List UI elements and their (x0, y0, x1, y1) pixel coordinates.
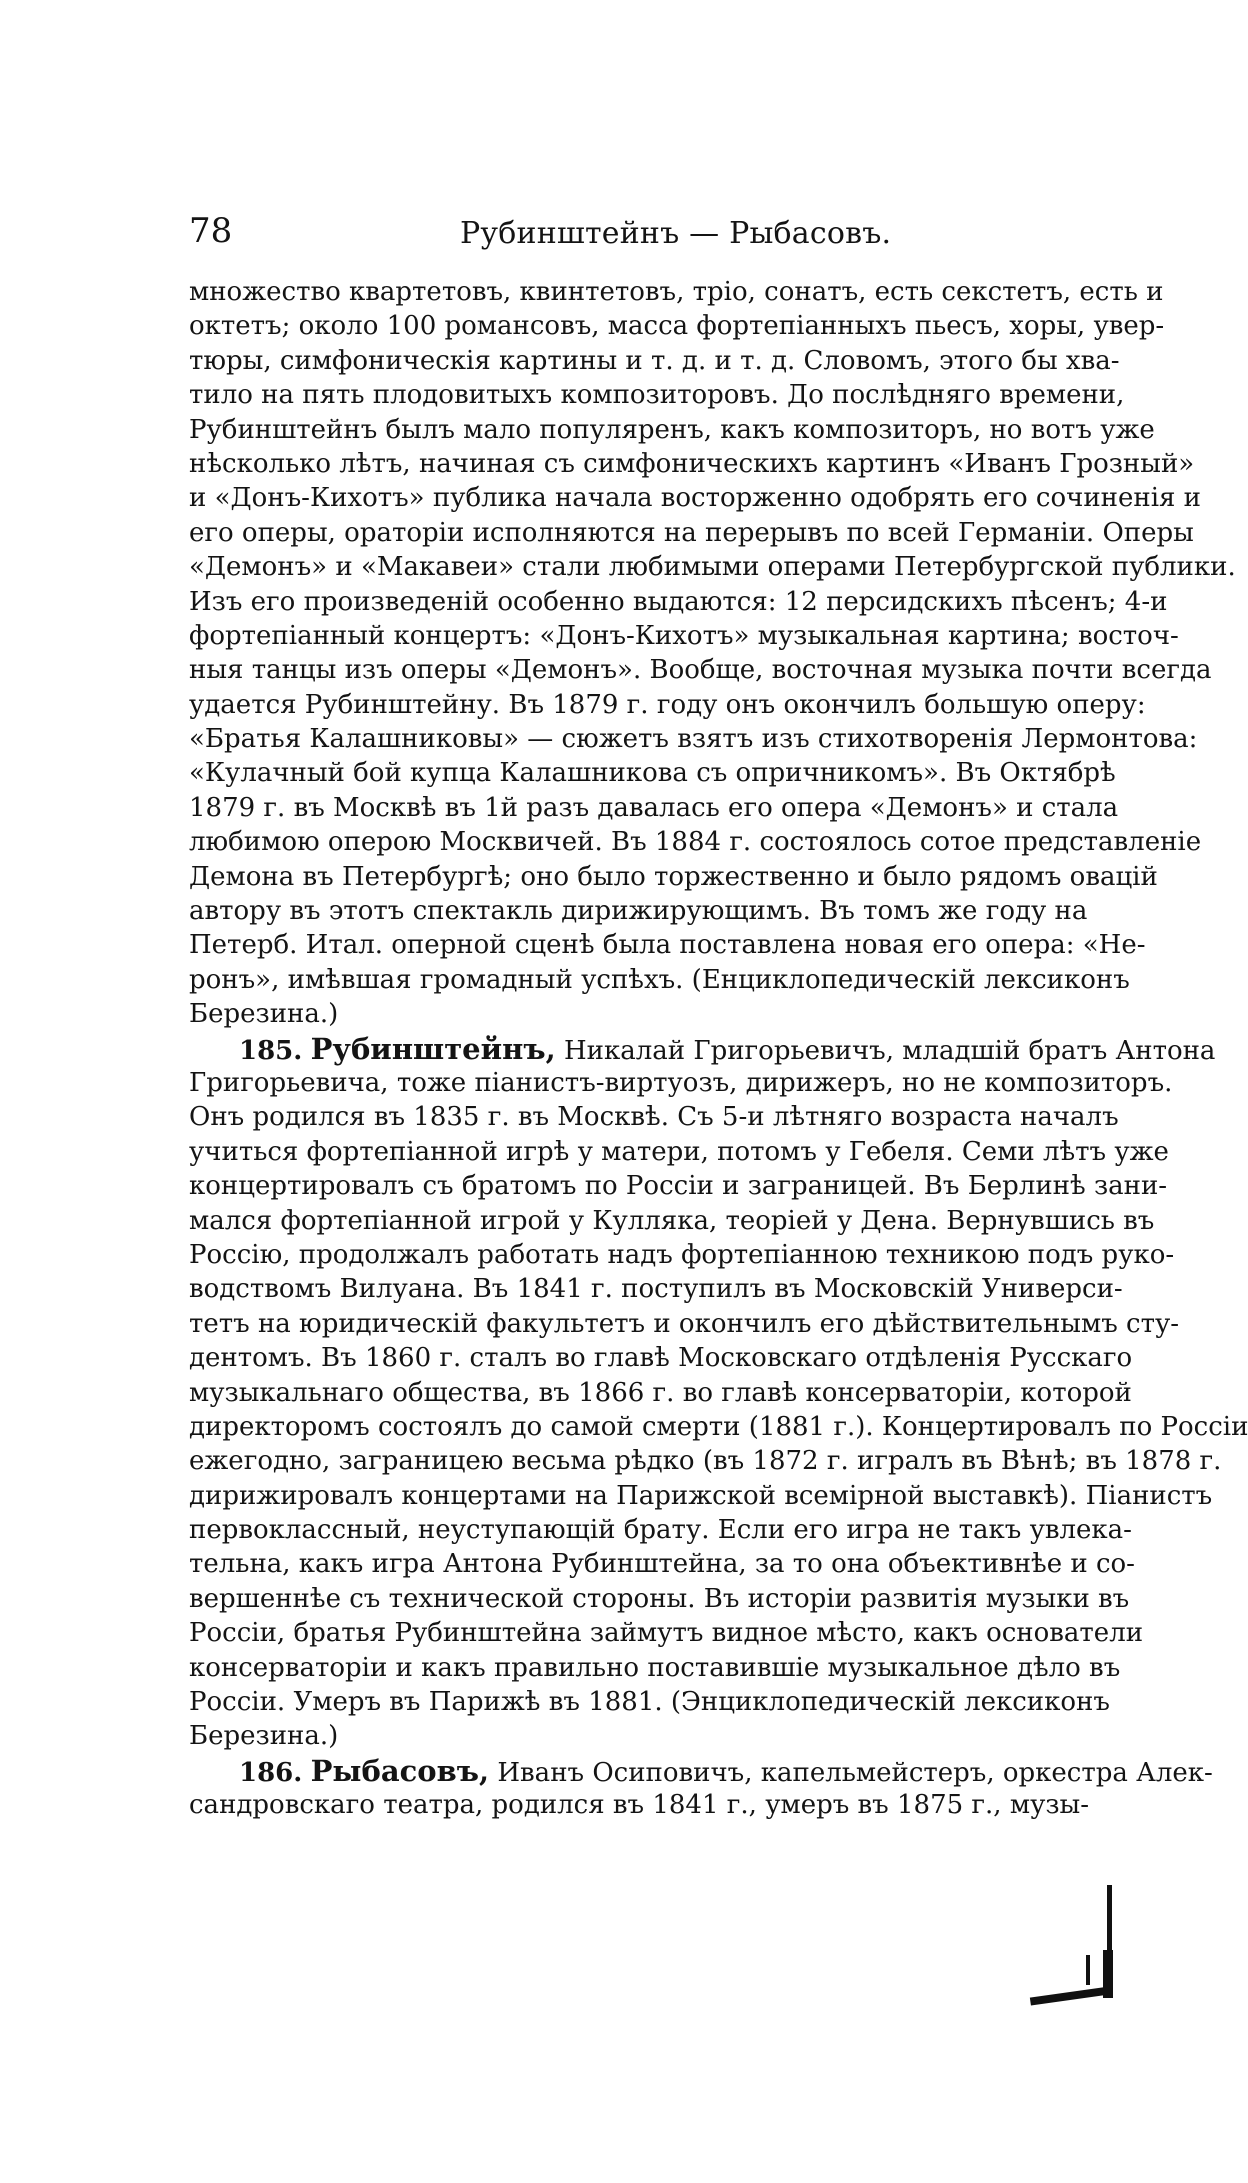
page-number: 78 (189, 211, 233, 251)
text-line: дентомъ. Въ 1860 г. сталъ во главѣ Московскаго отдѣленія Русскаго (189, 1343, 1133, 1374)
text-line: тило на пять плодовитыхъ композиторовъ. До послѣдняго времени, (189, 380, 1125, 411)
scan-mark (1086, 1955, 1090, 1985)
text-line: директоромъ состоялъ до самой смерти (1881 г.). Концертировалъ по Россіи (189, 1411, 1248, 1442)
entry-first-line (189, 1753, 1213, 1788)
text-line: «Демонъ» и «Макавеи» стали любимыми операми Петербургской публики. (189, 552, 1236, 583)
paragraph-continuation (189, 275, 1236, 1032)
text-line: «Кулачный бой купца Калашникова съ опричникомъ». Въ Октябрѣ (189, 758, 1116, 789)
text-line: 1879 г. въ Москвѣ въ 1й разъ давалась его опера «Демонъ» и стала (189, 792, 1119, 823)
text-line: Демона въ Петербургѣ; оно было торжественно и было рядомъ овацій (189, 861, 1158, 892)
entry-first-line (189, 1031, 1216, 1066)
text-line: тельна, какъ игра Антона Рубинштейна, за то она объективнѣе и со- (189, 1549, 1135, 1580)
entry-number: 186. (239, 1757, 303, 1788)
text-line: Березина.) (189, 1721, 339, 1752)
text-line: Рубинштейнъ былъ мало популяренъ, какъ композиторъ, но вотъ уже (189, 414, 1155, 445)
text-line: Россію, продолжалъ работать надъ фортепіанною техникою подъ руко- (189, 1239, 1175, 1270)
text-line: тюры, симфоническія картины и т. д. и т. д. Словомъ, этого бы хва- (189, 345, 1120, 376)
text-line: Григорьевича, тоже піанистъ-виртуозъ, дирижеръ, но не композиторъ. (189, 1067, 1173, 1098)
text-line: дирижировалъ концертами на Парижской всемірной выставкѣ). Піанистъ (189, 1480, 1213, 1511)
entry-first-line-text: Иванъ Осиповичъ, капельмейстеръ, оркестра Алек- (497, 1757, 1213, 1788)
text-line: любимою оперою Москвичей. Въ 1884 г. состоялось сотое представленіе (189, 827, 1202, 858)
text-line: тетъ на юридическій факультетъ и окончилъ его дѣйствительнымъ сту- (189, 1308, 1180, 1339)
entry-name: Рубинштейнъ, (310, 1031, 556, 1066)
text-line: водствомъ Вилуана. Въ 1841 г. поступилъ въ Московскій Универси- (189, 1274, 1123, 1305)
entry-185 (189, 1031, 1248, 1754)
entry-name: Рыбасовъ, (310, 1753, 490, 1788)
running-head: Рубинштейнъ — Рыбасовъ. (460, 216, 892, 251)
text-line: первоклассный, неуступающій брату. Если его игра не такъ увлека- (189, 1515, 1132, 1546)
text-line: Березина.) (189, 999, 339, 1030)
entry-first-line-text: Никалай Григорьевичъ, младшій братъ Антона (563, 1035, 1216, 1066)
text-line: мался фортепіанной игрой у Кулляка, теоріей у Дена. Вернувшись въ (189, 1205, 1155, 1236)
text-line: учиться фортепіанной игрѣ у матери, потомъ у Гебеля. Семи лѣтъ уже (189, 1136, 1169, 1167)
text-line: Россіи, братья Рубинштейна займутъ видное мѣсто, какъ основатели (189, 1618, 1144, 1649)
text-line: консерваторіи и какъ правильно поставившіе музыкальное дѣло въ (189, 1652, 1121, 1683)
text-line: нѣсколько лѣтъ, начиная съ симфоническихъ картинъ «Иванъ Грозный» (189, 448, 1195, 479)
text-line: его оперы, ораторіи исполняются на перерывъ по всей Германіи. Оперы (189, 517, 1194, 548)
text-line: вершеннѣе съ технической стороны. Въ исторіи развитія музыки въ (189, 1583, 1130, 1614)
text-line: и «Донъ-Кихотъ» публика начала восторженно одобрять его сочиненія и (189, 483, 1202, 514)
text-line: «Братья Калашниковы» — сюжетъ взятъ изъ стихотворенія Лермонтова: (189, 724, 1198, 755)
text-line: ронъ», имѣвшая громадный успѣхъ. (Енциклопедическій лексиконъ (189, 964, 1130, 995)
scan-mark (1103, 1950, 1113, 1998)
text-line: Онъ родился въ 1835 г. въ Москвѣ. Съ 5-и лѣтняго возраста началъ (189, 1102, 1119, 1133)
text-line: фортепіанный концертъ: «Донъ-Кихотъ» музыкальная картина; восточ- (189, 620, 1179, 651)
text-line: множество квартетовъ, квинтетовъ, тріо, сонатъ, есть секстетъ, есть и (189, 277, 1164, 307)
text-line: сандровскаго театра, родился въ 1841 г., умеръ въ 1875 г., музы- (189, 1790, 1090, 1821)
entry-186 (189, 1753, 1213, 1823)
text-line: Россіи. Умеръ въ Парижѣ въ 1881. (Энциклопедическій лексиконъ (189, 1687, 1110, 1718)
text-line: ежегодно, заграницею весьма рѣдко (въ 1872 г. игралъ въ Вѣнѣ; въ 1878 г. (189, 1446, 1222, 1477)
text-line: Изъ его произведеній особенно выдаются: 12 персидскихъ пѣсенъ; 4-и (189, 586, 1168, 617)
scan-mark (1030, 1986, 1110, 2005)
text-line: удается Рубинштейну. Въ 1879 г. году онъ окончилъ большую оперу: (189, 689, 1146, 720)
text-line: Петерб. Итал. оперной сценѣ была поставлена новая его опера: «Не- (189, 930, 1146, 961)
text-line: автору въ этотъ спектакль дирижирующимъ. Въ томъ же году на (189, 896, 1088, 927)
text-line: октетъ; около 100 романсовъ, масса фортепіанныхъ пьесъ, хоры, увер- (189, 311, 1165, 342)
text-body (189, 275, 1248, 1823)
text-line: концертировалъ съ братомъ по Россіи и заграницей. Въ Берлинѣ зани- (189, 1171, 1168, 1202)
text-line: ныя танцы изъ оперы «Демонъ». Вообще, восточная музыка почти всегда (189, 655, 1212, 686)
text-line: музыкальнаго общества, въ 1866 г. во главѣ консерваторіи, которой (189, 1377, 1132, 1408)
entry-number: 185. (239, 1035, 303, 1066)
